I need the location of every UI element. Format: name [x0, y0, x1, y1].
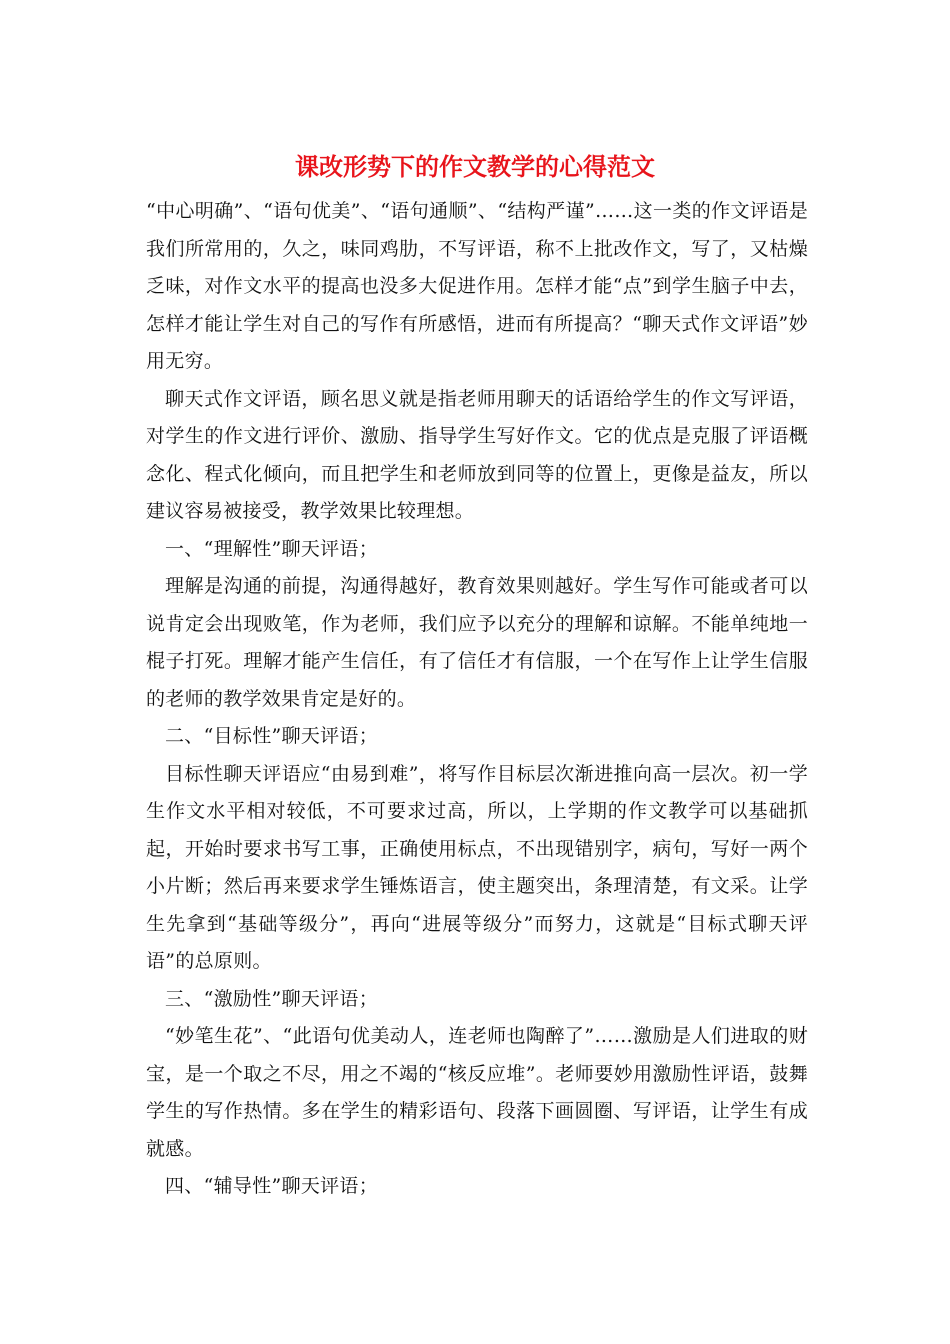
paragraph-intro: “中心明确”、“语句优美”、“语句通顺”、“结构严谨”……这一类的作文评语是我们所常用的，久之，味同鸡肋，不写评语，称不上批改作文，写了，又枯燥乏味，对作文水平的提高也没多大促进作用。怎样才能“点”到学生脑子中去，怎样才能让学生对自己的写作有所感悟，进而有所提高？“聊天式作文评语”妙用无穷。 — [146, 200, 808, 372]
paragraph-encouragement: “妙笔生花”、“此语句优美动人，连老师也陶醉了”……激励是人们进取的财宝，是一个取之不尽，用之不竭的“核反应堆”。老师要妙用激励性评语，鼓舞学生的写作热情。多在学生的精彩语句、段落下画圆圈、写评语，让学生有成就感。 — [146, 1025, 808, 1160]
section-heading-goal: 二、“目标性”聊天评语； — [165, 725, 379, 747]
section-heading-guidance: 四、“辅导性”聊天评语； — [165, 1175, 379, 1197]
paragraph-definition: 聊天式作文评语，顾名思义就是指老师用聊天的话语给学生的作文写评语，对学生的作文进行评价、激励、指导学生写好作文。它的优点是克服了评语概念化、程式化倾向，而且把学生和老师放到同等的位置上，更像是益友，所以建议容易被接受，教学效果比较理想。 — [146, 387, 808, 522]
paragraph-understanding: 理解是沟通的前提，沟通得越好，教育效果则越好。学生写作可能或者可以说肯定会出现败笔，作为老师，我们应予以充分的理解和谅解。不能单纯地一棍子打死。理解才能产生信任，有了信任才有信服，一个在写作上让学生信服的老师的教学效果肯定是好的。 — [146, 575, 808, 710]
section-heading-encouragement: 三、“激励性”聊天评语； — [165, 987, 379, 1010]
document-title: 课改形势下的作文教学的心得范文 — [295, 152, 655, 181]
document-body — [146, 193, 808, 1206]
section-heading-understanding: 一、“理解性”聊天评语； — [165, 537, 379, 560]
paragraph-goal: 目标性聊天评语应“由易到难”，将写作目标层次渐进推向高一层次。初一学生作文水平相对较低，不可要求过高，所以，上学期的作文教学可以基础抓起，开始时要求书写工事，正确使用标点，不出现错别字，病句，写好一两个小片断；然后再来要求学生锤炼语言，使主题突出，条理清楚，有文采。让学生先拿到“基础等级分”，再向“进展等级分”而努力，这就是“目标式聊天评语”的总原则。 — [146, 762, 808, 972]
